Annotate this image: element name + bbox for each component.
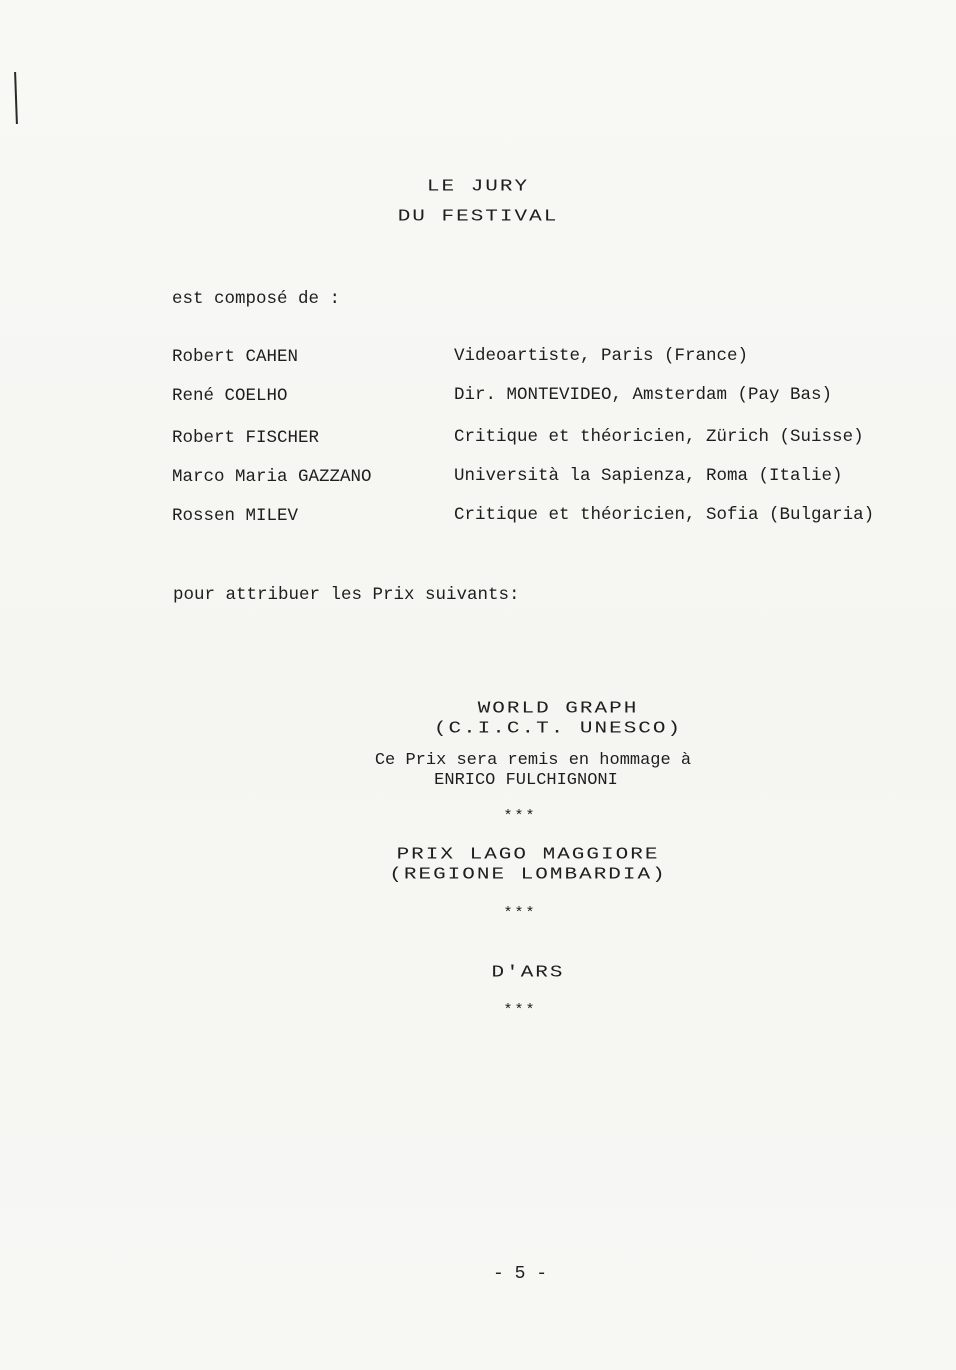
heading-line-2: DU FESTIVAL: [397, 208, 559, 226]
intro-text: est composé de :: [172, 289, 341, 309]
separator-stars: ***: [503, 808, 537, 825]
page-number: - 5 -: [492, 1264, 547, 1284]
prize-world-graph-note-1: Ce Prix sera remis en hommage à: [374, 751, 692, 770]
prize-world-graph-note-2: ENRICO FULCHIGNONI: [434, 771, 618, 790]
prize-lago-maggiore-title: PRIX LAGO MAGGIORE: [396, 846, 660, 864]
jury-member-name: Robert CAHEN: [172, 347, 299, 367]
jury-member-role: Critique et théoricien, Sofia (Bulgaria): [454, 505, 875, 525]
prize-dars-title: D'ARS: [491, 964, 565, 982]
separator-stars: ***: [503, 905, 537, 922]
jury-member-name: Marco Maria GAZZANO: [172, 467, 372, 487]
prize-world-graph-title: WORLD GRAPH: [477, 700, 639, 718]
prize-world-graph-subtitle: (C.I.C.T. UNESCO): [433, 720, 683, 738]
jury-member-role: Università la Sapienza, Roma (Italie): [454, 466, 843, 486]
jury-member-name: Robert FISCHER: [172, 428, 320, 448]
jury-member-role: Critique et théoricien, Zürich (Suisse): [454, 427, 864, 447]
jury-member-name: Rossen MILEV: [172, 506, 299, 526]
jury-member-role: Videoartiste, Paris (France): [454, 346, 749, 366]
prizes-intro-text: pour attribuer les Prix suivants:: [173, 585, 520, 605]
heading-line-1: LE JURY: [426, 178, 530, 196]
separator-stars: ***: [503, 1002, 537, 1019]
jury-member-name: René COELHO: [172, 386, 288, 406]
prize-lago-maggiore-subtitle: (REGIONE LOMBARDIA): [389, 866, 667, 884]
margin-pencil-mark: [14, 72, 18, 124]
jury-member-role: Dir. MONTEVIDEO, Amsterdam (Pay Bas): [454, 385, 833, 405]
